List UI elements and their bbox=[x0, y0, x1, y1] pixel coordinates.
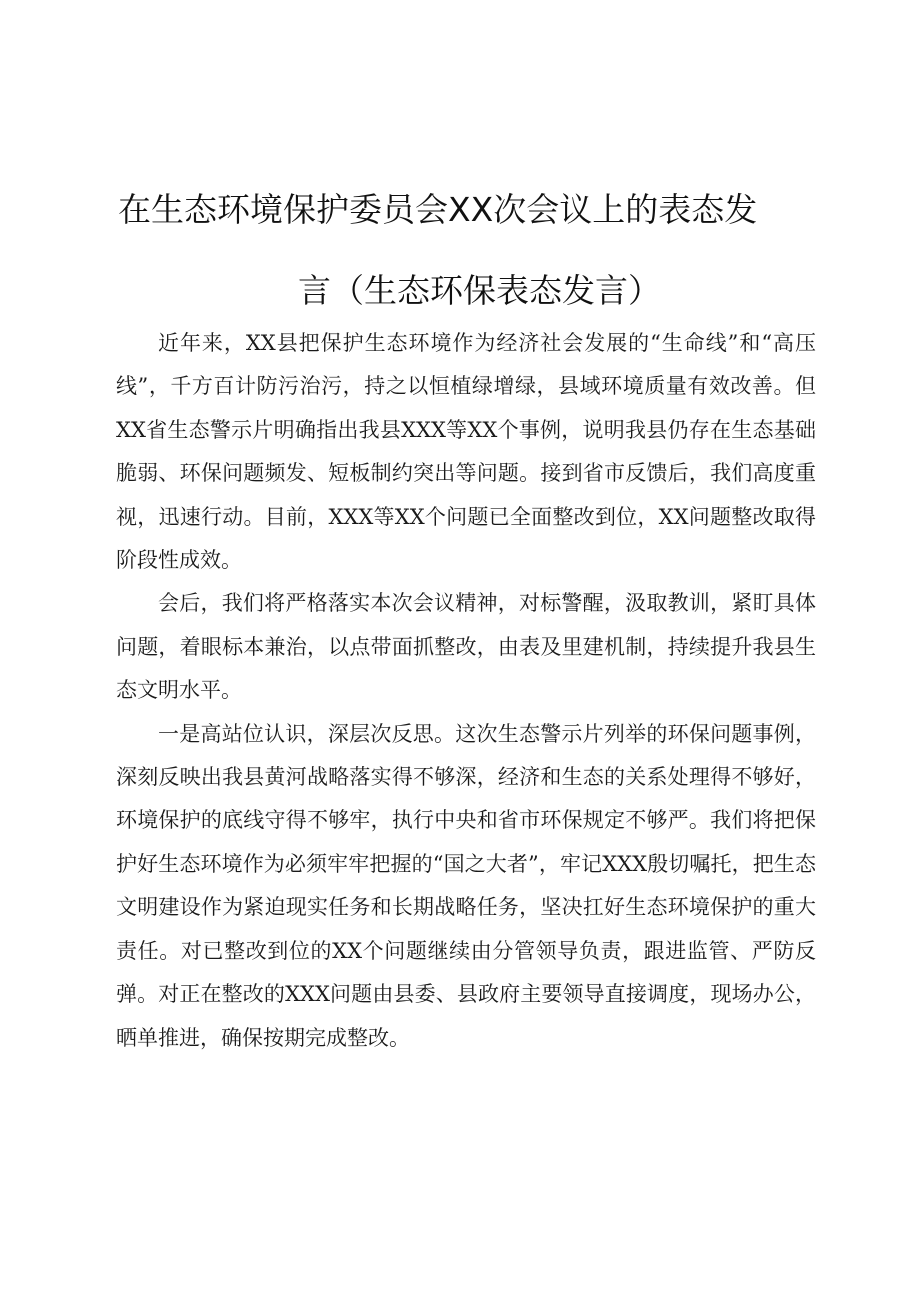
body-paragraph: 近年来，XX县把保护生态环境作为经济社会发展的“生命线”和“高压线”，千方百计防污治污，持之以恒植绿增绿，县域环境质量有效改善。但XX省生态警示片明确指出我县XXX等XX个事例，说明我县仍存在生态基础脆弱、环保问题频发、短板制约突出等问题。接到省市反馈后，我们高度重视，迅速行动。目前，XXX等XX个问题已全面整改到位，XX问题整改取得阶段性成效。 bbox=[116, 331, 816, 573]
document-body bbox=[116, 322, 816, 1060]
document-title-line-2: 言（生态环保表态发言） bbox=[298, 271, 661, 310]
body-paragraph: 会后，我们将严格落实本次会议精神，对标警醒，汲取教训，紧盯具体问题，着眼标本兼治，以点带面抓整改，由表及里建机制，持续提升我县生态文明水平。 bbox=[116, 591, 816, 703]
document-title-line-1: 在生态环境保护委员会XX次会议上的表态发 bbox=[118, 190, 758, 229]
body-paragraph: 一是高站位认识，深层次反思。这次生态警示片列举的环保问题事例，深刻反映出我县黄河战略落实得不够深，经济和生态的关系处理得不够好，环境保护的底线守得不够牢，执行中央和省市环保规定不够严。我们将把保护好生态环境作为必须牢牢把握的“国之大者”，牢记XXX殷切嘱托，把生态文明建设作为紧迫现实任务和长期战略任务，坚决扛好生态环境保护的重大责任。对已整改到位的XX个问题继续由分管领导负责，跟进监管、严防反弹。对正在整改的XXX问题由县委、县政府主要领导直接调度，现场办公，晒单推进，确保按期完成整改。 bbox=[116, 721, 816, 1050]
